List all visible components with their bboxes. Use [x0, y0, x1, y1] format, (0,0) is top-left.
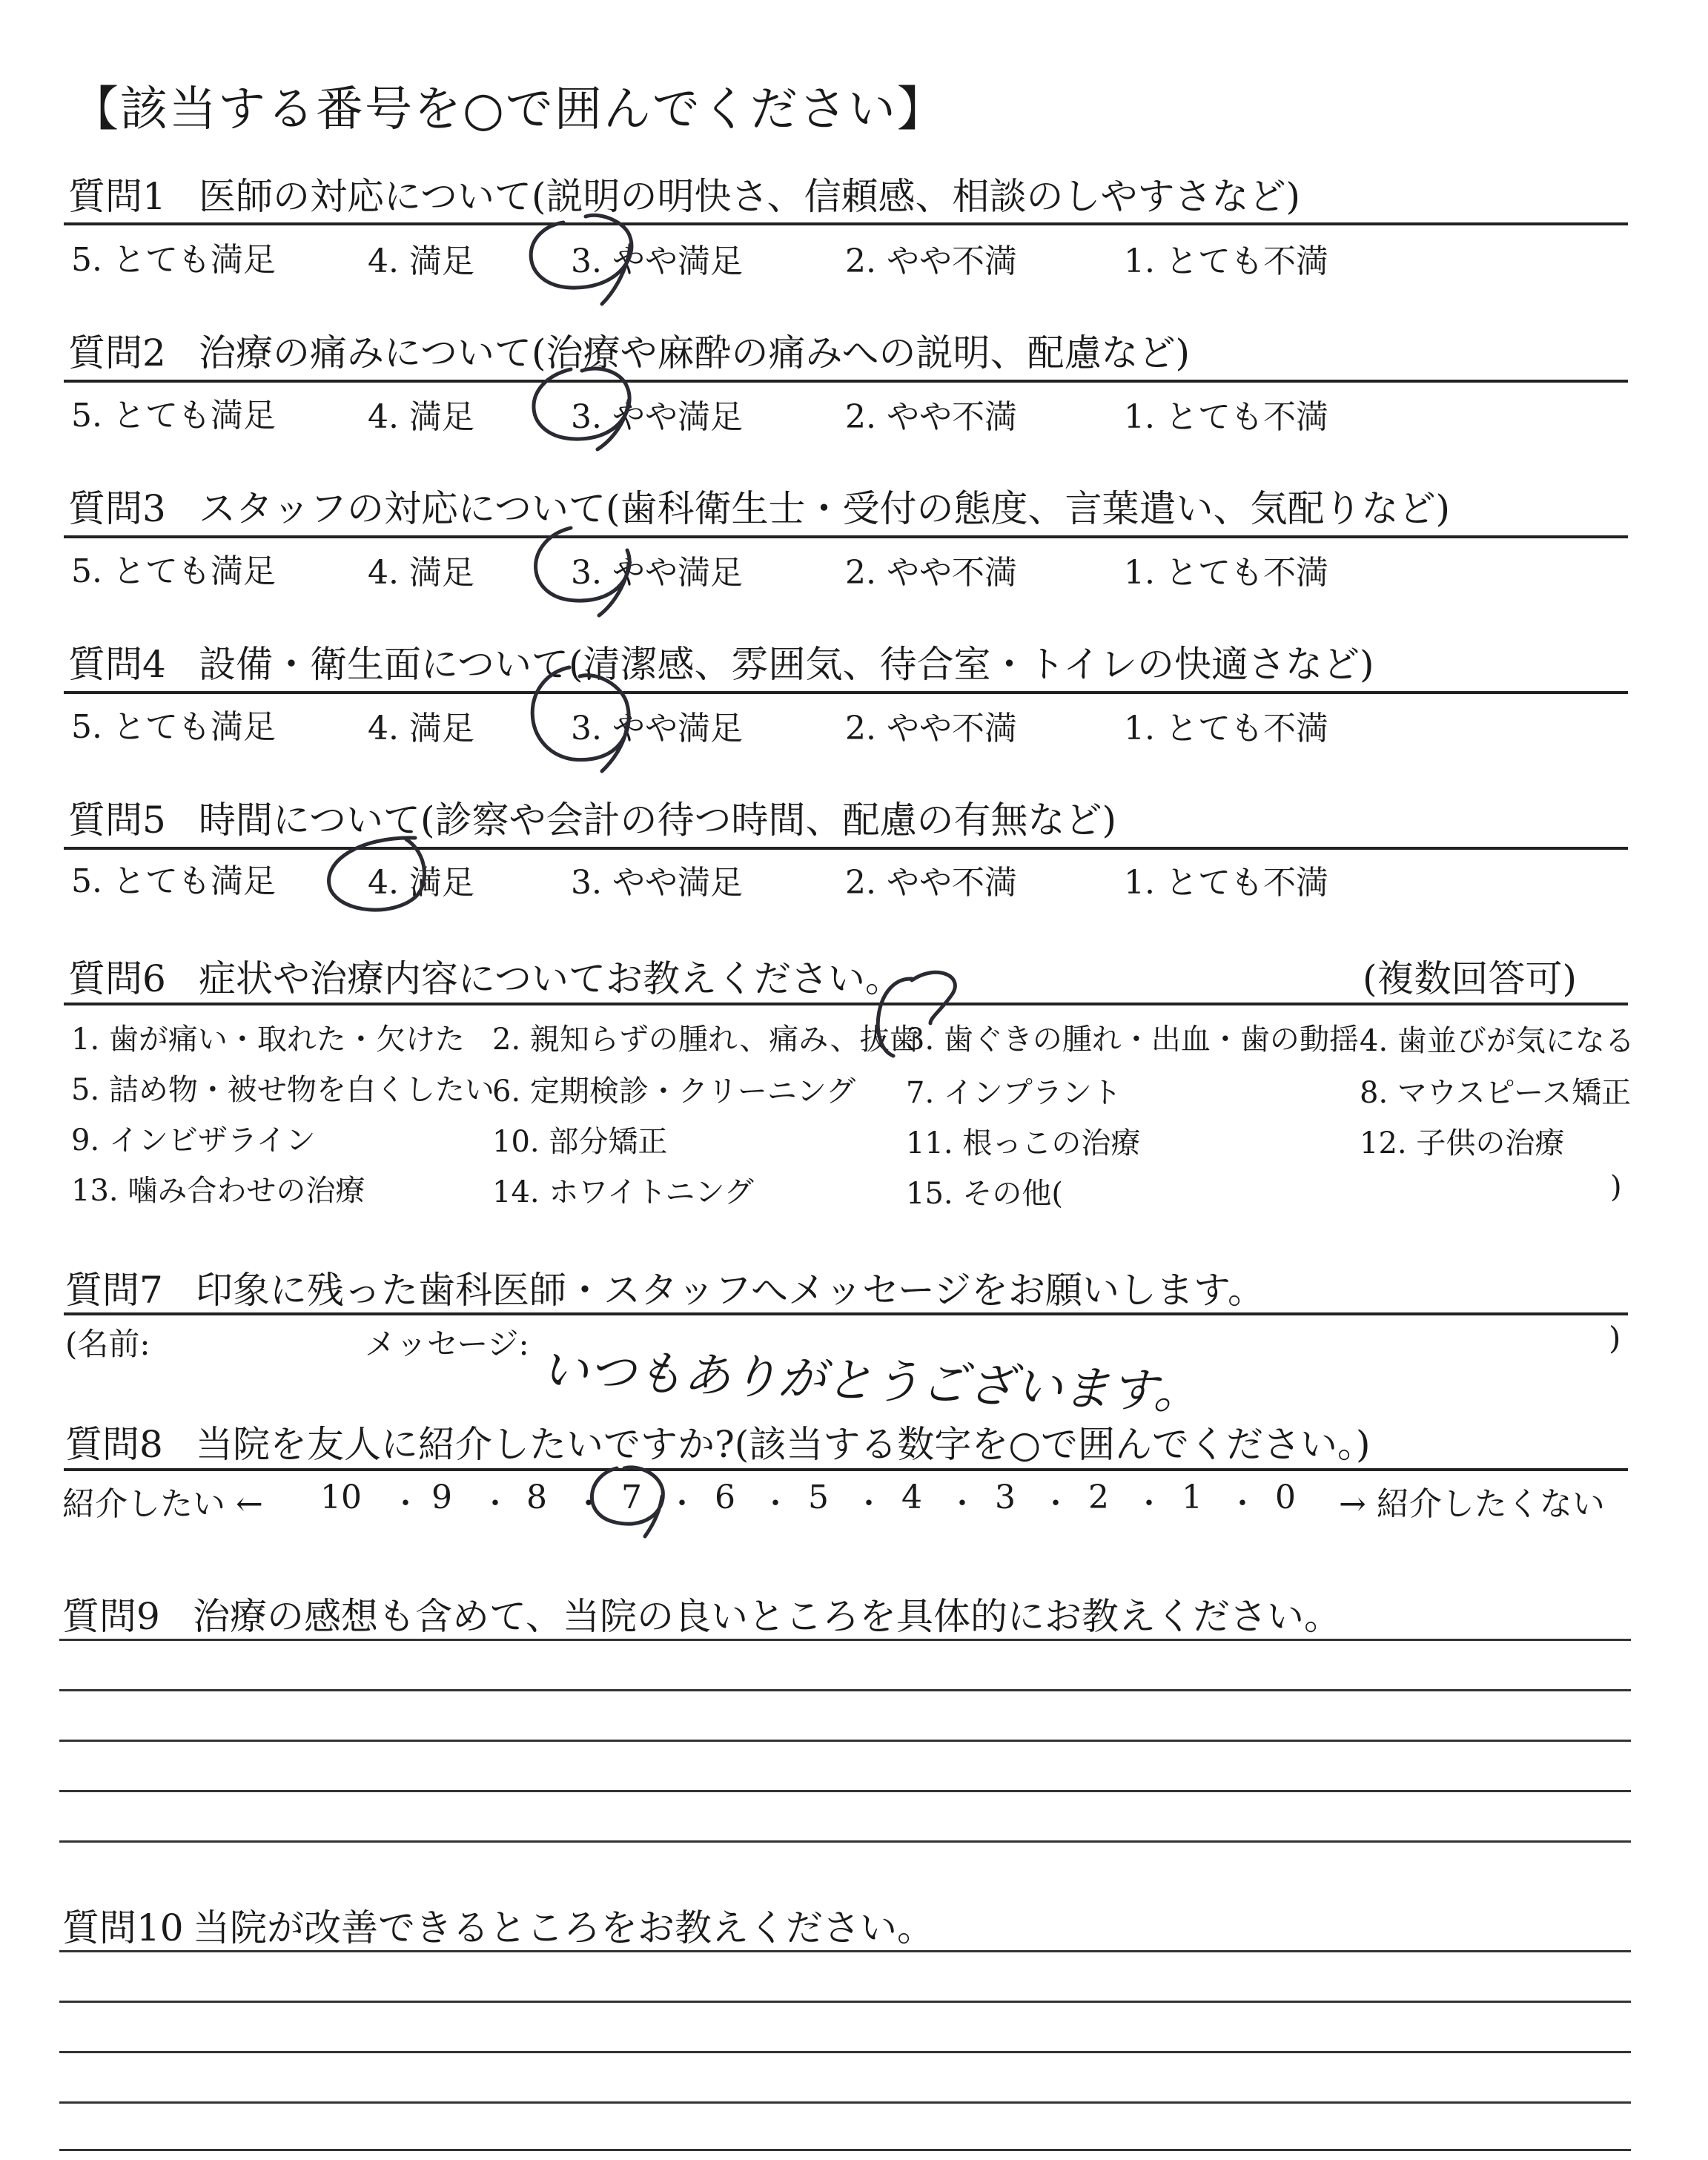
question-7-text: 印象に残った歯科医師・スタッフへメッセージをお願いします。 [196, 1269, 1265, 1312]
q8-scale-9[interactable]: 9 [431, 1479, 452, 1516]
question-1-title [68, 167, 1300, 220]
q6-option-14[interactable]: 14. ホワイトニング [492, 1175, 754, 1209]
q8-scale-3[interactable]: 3 [995, 1479, 1016, 1516]
question-8-text: 当院を友人に紹介したいですか?(該当する数字を○で囲んでください。) [196, 1423, 1371, 1466]
q9-answer-line[interactable] [59, 1740, 1631, 1742]
q10-answer-line[interactable] [59, 2101, 1631, 2104]
q6-option-12[interactable]: 12. 子供の治療 [1360, 1126, 1565, 1160]
question-9-text: 治療の感想も含めて、当院の良いところを具体的にお教えください。 [193, 1595, 1341, 1638]
q3-option-4[interactable]: 4. 満足 [368, 554, 474, 592]
q8-separator: ・ [1041, 1487, 1070, 1521]
q7-handwritten-message[interactable]: いつもありがとうございます。 [540, 1343, 1202, 1421]
q2-option-4[interactable]: 4. 満足 [368, 398, 474, 436]
question-1-number: 質問1 [68, 175, 166, 218]
q10-answer-line[interactable] [59, 1950, 1631, 1952]
q6-option-15[interactable]: 15. その他( [906, 1177, 1063, 1211]
question-3-title [68, 479, 1450, 532]
question-6-note: (複数回答可) [1363, 957, 1578, 1000]
q4-option-2[interactable]: 2. やや不満 [845, 710, 1017, 747]
q5-option-1[interactable]: 1. とても不満 [1124, 864, 1328, 902]
q6-option-9[interactable]: 9. インビザライン [71, 1123, 316, 1157]
q1-option-3[interactable]: 3. やや満足 [571, 242, 743, 280]
q3-option-5[interactable]: 5. とても満足 [71, 552, 276, 590]
q8-separator: ・ [854, 1487, 884, 1521]
q8-scale-8[interactable]: 8 [526, 1479, 547, 1516]
q6-option-13[interactable]: 13. 噛み合わせの治療 [71, 1174, 365, 1208]
q4-option-4[interactable]: 4. 満足 [368, 710, 474, 747]
q3-option-3[interactable]: 3. やや満足 [571, 554, 743, 592]
question-5-rule [64, 847, 1628, 850]
q10-answer-line[interactable] [59, 2149, 1631, 2151]
question-10-number: 質問10 [62, 1906, 184, 1949]
q2-option-5[interactable]: 5. とても満足 [71, 397, 276, 435]
question-4-number: 質問4 [68, 643, 166, 686]
q5-option-2[interactable]: 2. やや不満 [845, 864, 1017, 902]
q1-option-1[interactable]: 1. とても不満 [1124, 242, 1328, 280]
question-4-rule [64, 691, 1628, 694]
question-4-title [68, 635, 1374, 688]
q3-option-2[interactable]: 2. やや不満 [845, 554, 1017, 592]
q4-option-3[interactable]: 3. やや満足 [571, 710, 743, 747]
q6-option-2[interactable]: 2. 親知らずの腫れ、痛み、抜歯 [492, 1023, 919, 1057]
q8-scale-6[interactable]: 6 [715, 1479, 735, 1516]
q6-option-3[interactable]: 3. 歯ぐきの腫れ・出血・歯の動揺 [906, 1023, 1359, 1057]
q6-option-6[interactable]: 6. 定期検診・クリーニング [492, 1074, 856, 1109]
q8-left-label: 紹介したい ← [62, 1485, 263, 1523]
q6-option-5[interactable]: 5. 詰め物・被せ物を白くしたい [71, 1073, 494, 1107]
q6-option-4[interactable]: 4. 歯並びが気になる [1360, 1024, 1635, 1058]
question-2-text: 治療の痛みについて(治療や麻酔の痛みへの説明、配慮など) [199, 331, 1191, 374]
question-9-number: 質問9 [62, 1595, 160, 1638]
q8-right-label: → 紹介したくない [1339, 1485, 1605, 1523]
question-1-rule [64, 222, 1628, 225]
question-10-title [62, 1898, 934, 1952]
q7-name-label: (名前: [65, 1326, 150, 1362]
q6-option-8[interactable]: 8. マウスピース矯正 [1360, 1076, 1632, 1110]
q2-option-3[interactable]: 3. やや満足 [571, 398, 743, 436]
question-5-number: 質問5 [68, 799, 166, 842]
q8-scale-10[interactable]: 10 [320, 1479, 362, 1516]
q7-close-paren: ) [1609, 1320, 1621, 1356]
q9-answer-line[interactable] [59, 1790, 1631, 1792]
q8-separator: ・ [391, 1487, 420, 1521]
q1-option-5[interactable]: 5. とても満足 [71, 241, 276, 279]
q4-option-5[interactable]: 5. とても満足 [71, 708, 276, 746]
q8-scale-0[interactable]: 0 [1275, 1479, 1296, 1516]
q8-separator: ・ [1134, 1487, 1164, 1521]
q6-option-1[interactable]: 1. 歯が痛い・取れた・欠けた [71, 1023, 465, 1057]
question-6-title [68, 949, 902, 1003]
question-2-number: 質問2 [68, 331, 166, 374]
question-5-title [68, 790, 1116, 844]
q5-option-4[interactable]: 4. 満足 [368, 864, 474, 902]
q6-option-10[interactable]: 10. 部分矯正 [492, 1125, 668, 1159]
q8-separator: ・ [947, 1487, 977, 1521]
q9-answer-line[interactable] [59, 1639, 1631, 1641]
q8-scale-2[interactable]: 2 [1088, 1479, 1109, 1516]
question-10-text: 当院が改善できるところをお教えください。 [193, 1906, 934, 1949]
q9-answer-line[interactable] [59, 1840, 1631, 1843]
question-8-rule [64, 1468, 1628, 1471]
question-2-rule [64, 380, 1628, 383]
q9-answer-line[interactable] [59, 1689, 1631, 1691]
q8-separator: ・ [480, 1487, 510, 1521]
q5-option-5[interactable]: 5. とても満足 [71, 862, 276, 900]
question-1-text: 医師の対応について(説明の明快さ、信頼感、相談のしやすさなど) [199, 175, 1301, 218]
q3-option-1[interactable]: 1. とても不満 [1124, 554, 1328, 592]
q7-message-label: メッセージ: [365, 1326, 529, 1362]
q2-option-1[interactable]: 1. とても不満 [1124, 398, 1328, 436]
question-3-text: スタッフの対応について(歯科衛生士・受付の態度、言葉遣い、気配りなど) [199, 487, 1451, 530]
question-3-rule [64, 535, 1628, 538]
q1-option-4[interactable]: 4. 満足 [368, 242, 474, 280]
q8-separator: ・ [574, 1487, 603, 1521]
question-8-number: 質問8 [65, 1423, 163, 1466]
question-7-title [65, 1261, 1265, 1314]
q8-separator: ・ [1228, 1487, 1257, 1521]
q10-answer-line[interactable] [59, 2051, 1631, 2053]
q6-option-7[interactable]: 7. インプラント [906, 1076, 1122, 1110]
q5-option-3[interactable]: 3. やや満足 [571, 864, 743, 902]
question-9-title [62, 1587, 1341, 1640]
q2-option-2[interactable]: 2. やや不満 [845, 398, 1017, 436]
question-7-number: 質問7 [65, 1269, 163, 1312]
question-7-rule [64, 1312, 1628, 1315]
question-2-title [68, 323, 1190, 377]
q6-option-11[interactable]: 11. 根っこの治療 [906, 1126, 1141, 1160]
q4-option-1[interactable]: 1. とても不満 [1124, 710, 1328, 747]
q6-other-close-paren: ) [1610, 1170, 1622, 1204]
q8-scale-5[interactable]: 5 [808, 1479, 829, 1516]
q8-scale-7[interactable]: 7 [621, 1479, 642, 1516]
q1-option-2[interactable]: 2. やや不満 [845, 242, 1017, 280]
question-3-number: 質問3 [68, 487, 166, 530]
question-6-rule [64, 1003, 1628, 1005]
q8-separator: ・ [761, 1487, 790, 1521]
q8-separator: ・ [667, 1487, 697, 1521]
form-header: 【該当する番号を○で囲んでください】 [71, 82, 946, 137]
question-4-text: 設備・衛生面について(清潔感、雰囲気、待合室・トイレの快適さなど) [199, 643, 1374, 686]
q8-scale-4[interactable]: 4 [901, 1479, 922, 1516]
question-6-number: 質問6 [68, 957, 166, 1000]
q8-scale-1[interactable]: 1 [1182, 1479, 1202, 1516]
question-5-text: 時間について(診察や会計の待つ時間、配慮の有無など) [199, 799, 1117, 842]
question-6-text: 症状や治療内容についてお教えください。 [199, 957, 902, 1000]
q10-answer-line[interactable] [59, 2001, 1631, 2003]
question-8-title [65, 1415, 1370, 1468]
